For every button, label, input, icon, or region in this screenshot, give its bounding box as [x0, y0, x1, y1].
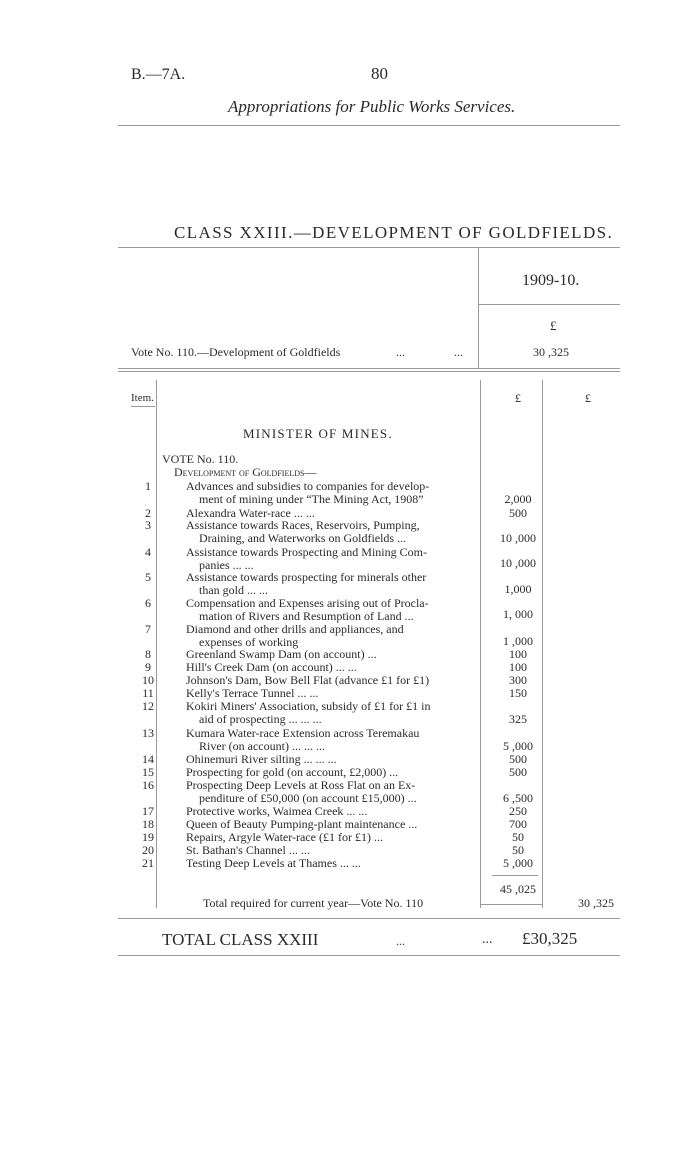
item-description: Kelly's Terrace Tunnel ... ... [186, 686, 319, 700]
item-number: 20 [142, 843, 154, 857]
item-amount: 500 [509, 765, 527, 779]
summary-vote-line: Vote No. 110.—Development of Goldfields [131, 345, 341, 359]
item-number: 17 [142, 804, 154, 818]
summary-year: 1909-10. [522, 272, 580, 289]
item-amount: 1,000 [504, 582, 532, 596]
amount-column-currency: £ [515, 391, 521, 405]
item-number: 19 [142, 830, 154, 844]
item-header-underline [131, 406, 155, 407]
item-description: Ohinemuri River silting ... ... ... [186, 752, 337, 766]
item-number: 13 [142, 726, 154, 740]
item-description: Queen of Beauty Pumping-plant maintenance ... [186, 817, 418, 831]
item-amount: 100 [509, 647, 527, 661]
item-description: Alexandra Water-race ... ... [186, 506, 315, 520]
item-number: 5 [145, 570, 151, 584]
summary-bottom-rule [118, 368, 620, 369]
item-amount: 250 [509, 804, 527, 818]
item-description: Johnson's Dam, Bow Bell Flat (advance £1 for £1) [186, 673, 430, 687]
item-description: Repairs, Argyle Water-race (£1 for £1) ... [186, 830, 383, 844]
summary-bottom-rule-2 [118, 371, 620, 372]
subtotal-amount: 45 ,025 [500, 882, 536, 896]
item-amount: 10 ,000 [500, 556, 536, 570]
item-number: 21 [142, 856, 154, 870]
item-number: 12 [142, 699, 154, 713]
item-description: Assistance towards prospecting for minerals other [186, 570, 427, 584]
grand-total-amount: £30,325 [522, 929, 578, 948]
class-title: CLASS XXIII.—DEVELOPMENT OF GOLDFIELDS. [174, 223, 614, 242]
summary-top-rule [118, 247, 620, 248]
item-amount: 50 [512, 830, 524, 844]
item-amount: 5 ,000 [503, 856, 533, 870]
table-amount-divider [480, 380, 481, 908]
subtotal-rule [492, 875, 538, 876]
item-description-continued: than gold ... ... [199, 583, 268, 597]
item-description: Kumara Water-race Extension across Teremakau [186, 726, 420, 740]
item-number: 4 [145, 545, 151, 559]
item-number: 1 [145, 479, 151, 493]
item-amount: 50 [512, 843, 524, 857]
total-rule [480, 904, 542, 905]
page-title: Appropriations for Public Works Services. [228, 97, 516, 116]
item-description: Assistance towards Prospecting and Mining Com- [186, 545, 427, 559]
item-amount: 5 ,000 [503, 739, 533, 753]
item-description: Protective works, Waimea Creek ... ... [186, 804, 368, 818]
item-number: 7 [145, 622, 151, 636]
grand-total-top-rule [118, 918, 620, 919]
item-description: St. Bathan's Channel ... ... [186, 843, 310, 857]
item-description: Advances and subsidies to companies for develop- [186, 479, 430, 493]
item-number: 6 [145, 596, 151, 610]
item-number: 15 [142, 765, 154, 779]
item-amount: 100 [509, 660, 527, 674]
item-description: Greenland Swamp Dam (on account) ... [186, 647, 377, 661]
item-amount: 6 ,500 [503, 791, 533, 805]
total-column-currency: £ [585, 391, 591, 405]
item-description: Prospecting Deep Levels at Ross Flat on an Ex- [186, 778, 416, 792]
item-amount: 1 ,000 [503, 634, 533, 648]
item-description-continued: penditure of £50,000 (on account £15,000) ... [199, 791, 417, 805]
item-description: Testing Deep Levels at Thames ... ... [186, 856, 361, 870]
item-number: 16 [142, 778, 154, 792]
item-description: Diamond and other drills and appliances, and [186, 622, 404, 636]
item-description: Assistance towards Races, Reservoirs, Pumping, [186, 518, 420, 532]
item-description-continued: expenses of working [199, 635, 299, 649]
item-number: 10 [142, 673, 154, 687]
item-description-continued: mation of Rivers and Resumption of Land ... [199, 609, 414, 623]
item-amount: 325 [509, 712, 527, 726]
item-amount: 1, 000 [503, 607, 533, 621]
item-amount: 300 [509, 673, 527, 687]
item-description: Hill's Creek Dam (on account) ... ... [186, 660, 357, 674]
header-rule [118, 125, 620, 126]
grand-total-bottom-rule [118, 955, 620, 956]
summary-leader-dots: ... [396, 345, 405, 359]
item-amount: 10 ,000 [500, 531, 536, 545]
item-description: Kokiri Miners' Association, subsidy of £1 for £1 in [186, 699, 431, 713]
item-description-continued: Draining, and Waterworks on Goldfields ... [199, 531, 407, 545]
page-number: 80 [371, 64, 388, 83]
summary-vote-amount: 30 ,325 [533, 345, 569, 359]
item-description-continued: aid of prospecting ... ... ... [199, 712, 322, 726]
item-description: Prospecting for gold (on account, £2,000) ... [186, 765, 399, 779]
item-number: 14 [142, 752, 154, 766]
item-number: 8 [145, 647, 151, 661]
item-description-continued: ment of mining under “The Mining Act, 1908” [199, 492, 424, 506]
ministry-heading: MINISTER OF MINES. [243, 426, 393, 441]
item-number: 2 [145, 506, 151, 520]
item-number: 3 [145, 518, 151, 532]
summary-year-rule [479, 304, 620, 305]
item-number: 9 [145, 660, 151, 674]
grand-total-label: TOTAL CLASS XXIII [162, 930, 319, 949]
summary-divider [478, 248, 479, 368]
item-description-continued: panies ... ... [199, 558, 254, 572]
item-amount: 500 [509, 506, 527, 520]
summary-leader-dots-2: ... [454, 345, 463, 359]
summary-currency: £ [550, 318, 557, 333]
vote-label: VOTE No. 110. [162, 452, 239, 466]
item-number: 11 [142, 686, 154, 700]
item-description-continued: River (on account) ... ... ... [199, 739, 325, 753]
item-amount: 150 [509, 686, 527, 700]
item-column-header: Item. [131, 392, 154, 404]
section-label: Development of Goldfields— [174, 465, 317, 479]
item-amount: 2,000 [504, 492, 532, 506]
grand-total-dots: ... [396, 934, 405, 948]
document-reference: B.—7A. [131, 66, 186, 83]
grand-total-dots-2: ... [482, 932, 493, 947]
item-amount: 700 [509, 817, 527, 831]
item-description: Compensation and Expenses arising out of Procla- [186, 596, 429, 610]
item-number: 18 [142, 817, 154, 831]
total-amount: 30 ,325 [578, 896, 614, 910]
total-label: Total required for current year—Vote No. 110 [203, 896, 424, 910]
item-amount: 500 [509, 752, 527, 766]
